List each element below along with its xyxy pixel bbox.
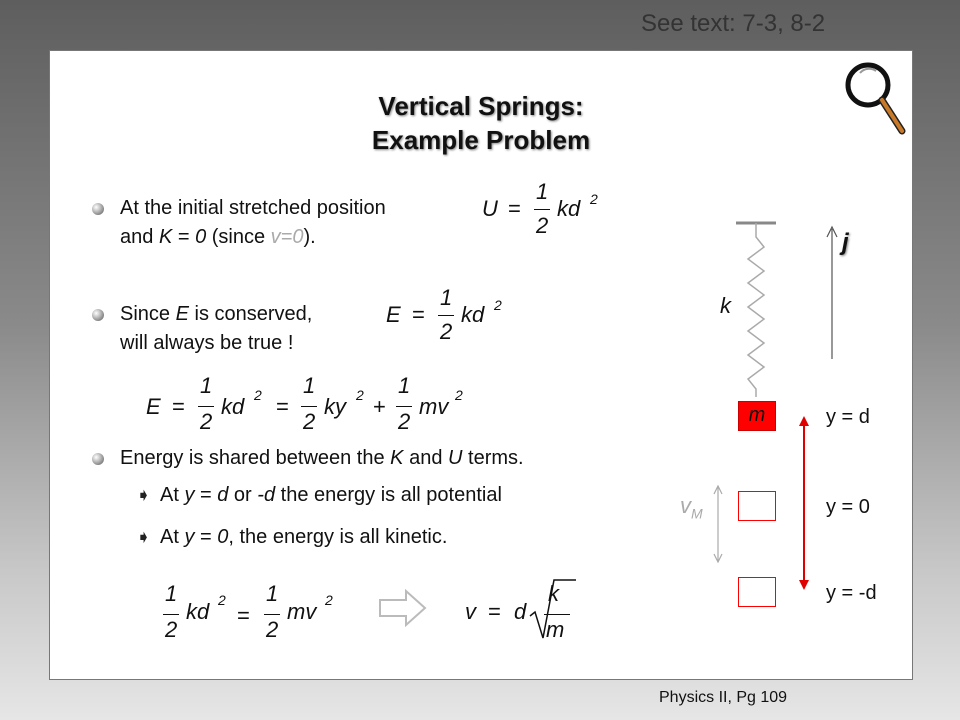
sub-bullet-arrow-icon: ➧ <box>136 527 152 547</box>
j-axis-arrow <box>822 223 842 363</box>
bullet1-text: At the initial stretched position <box>120 197 386 219</box>
mass-position-negative <box>738 577 776 607</box>
reference-text: See text: 7-3, 8-2 <box>641 10 826 37</box>
bullet1-line2: and K = 0 (since v=0). <box>120 226 316 248</box>
mass-position-zero <box>738 491 776 521</box>
displacement-arrow <box>794 415 814 591</box>
bullet2-text: Since E is conserved, <box>120 303 313 325</box>
y-equals-d-label: y = d <box>826 406 870 428</box>
bullet-dot <box>92 453 104 465</box>
implies-arrow-icon <box>378 589 428 627</box>
sub-bullet-1-text: At y = d or -d the energy is all potential <box>160 484 502 506</box>
velocity-arrow <box>710 483 726 565</box>
sub-bullet-arrow-icon: ➧ <box>136 485 152 505</box>
y-equals-zero-label: y = 0 <box>826 496 870 518</box>
y-equals-negative-d-label: y = -d <box>826 582 877 604</box>
max-velocity-label: $v_M$ <box>680 493 703 522</box>
slide: Vertical Springs: Example Problem At the initial stretched position and K = 0 (since v=0). U = 1 2 kd 2 Since E is conserved, will always be true ! E = 1 2 kd 2 E = 1 2 kd 2 = 1 2 ky 2 + 1 2 mv 2 Energy is shared between the K and U terms. ➧ At y = d or -d the energy is all potential ➧ At y = 0, the energy is all kinetic. 1 2 kd 2 = 1 2 mv 2 v = d k m k j m $v_M$ y = d y = 0 y = -d <box>49 50 913 680</box>
title-line-1: Vertical Springs: <box>378 91 584 121</box>
mass-block: m <box>738 401 776 431</box>
bullet3-text: Energy is shared between the K and U terms. <box>120 447 524 469</box>
spring-diagram <box>730 211 810 411</box>
bullet2-line2: will always be true ! <box>120 332 294 354</box>
bullet-dot <box>92 203 104 215</box>
bullet-dot <box>92 309 104 321</box>
magnifier-icon <box>840 57 910 137</box>
spring-constant-label: k <box>720 293 731 318</box>
sub-bullet-2-text: At y = 0, the energy is all kinetic. <box>160 526 448 548</box>
j-unit-vector-label: j <box>842 229 849 256</box>
page-number: Physics II, Pg 109 <box>659 689 788 706</box>
title-line-2: Example Problem <box>371 125 591 155</box>
